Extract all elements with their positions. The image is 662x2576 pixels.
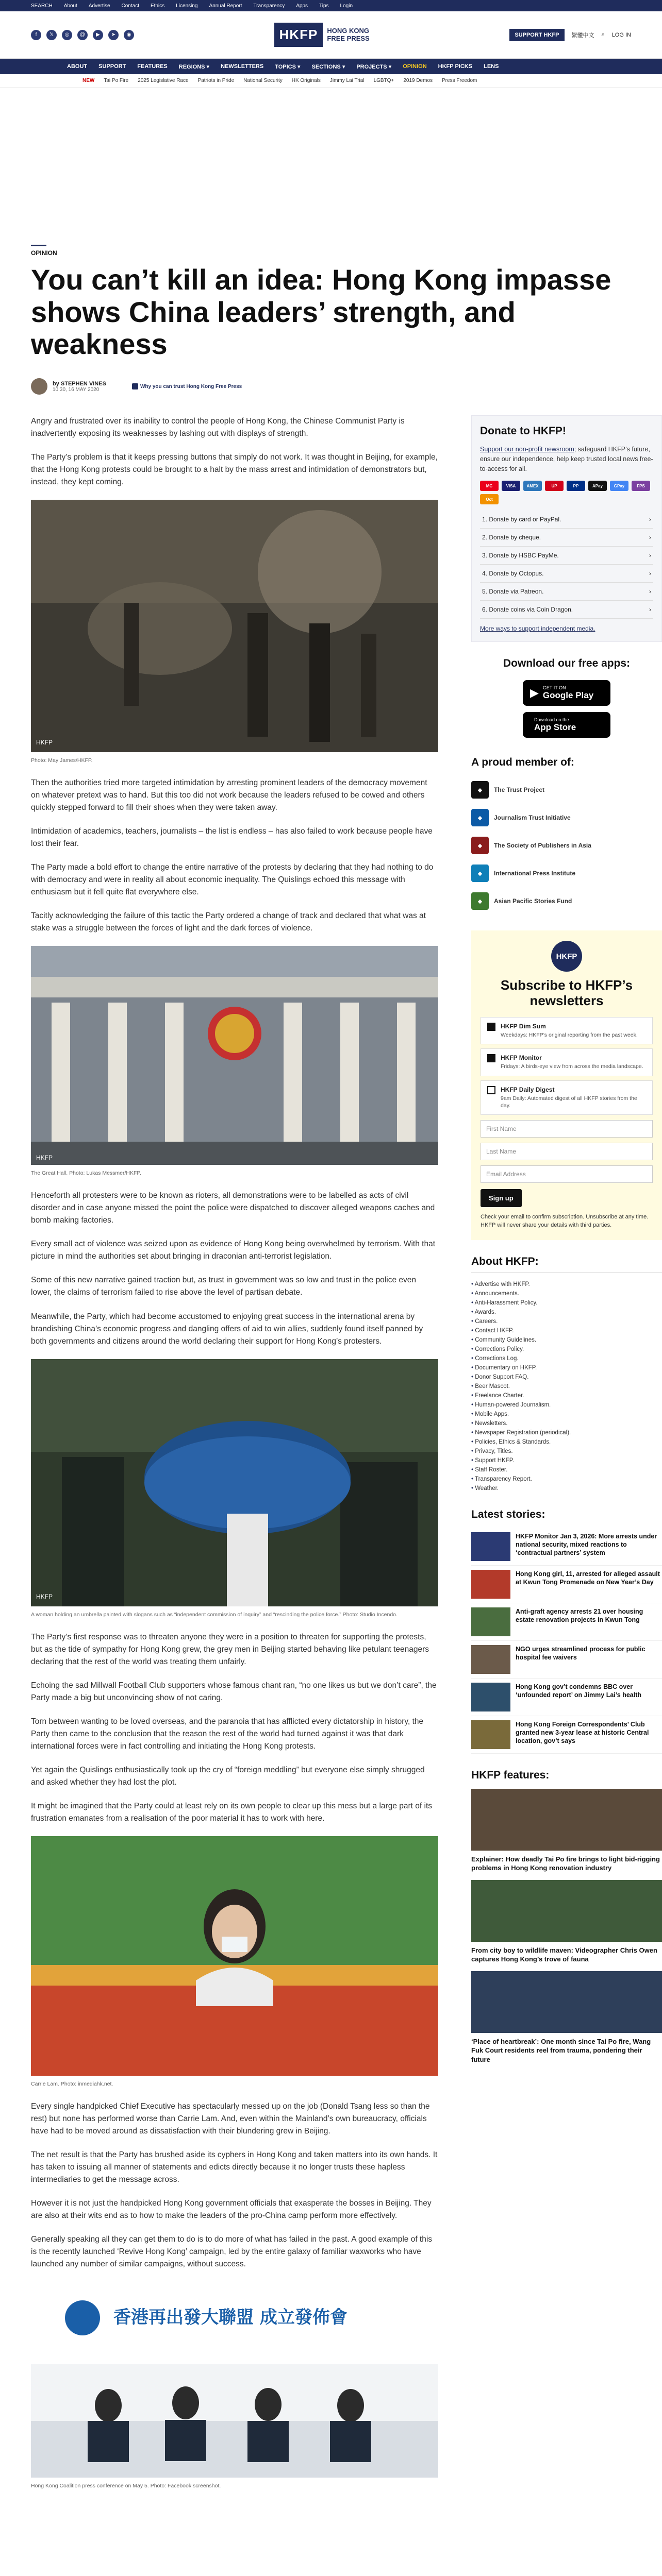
youtube-icon[interactable]: ▶ <box>93 30 103 40</box>
coalition-photo <box>31 2282 438 2478</box>
protest-photo <box>31 500 438 752</box>
donate-method[interactable] <box>480 511 653 529</box>
story-title: NGO urges streamlined process for public hospital fee waivers <box>516 1645 646 1661</box>
feature-stories <box>471 1789 662 2064</box>
story-thumbnail <box>471 1607 510 1636</box>
story-title: Anti-graft agency arrests 21 over housing estate renovation projects in Kwun Tong <box>516 1607 643 1623</box>
story-thumbnail <box>471 1720 510 1749</box>
paragraph: Angry and frustrated over its inability to control the people of Hong Kong, the Chinese Communist Party is inadvertently exposing its weaknesses by lashing out with displays of strength. <box>31 417 405 438</box>
utility-link[interactable]: Licensing <box>176 3 198 9</box>
feature-image <box>471 1971 662 2033</box>
donate-method-label: 2. Donate by cheque. <box>482 534 541 541</box>
utility-links <box>31 3 353 9</box>
chevron-right-icon: › <box>649 552 651 560</box>
paragraph: Generally speaking all they can get them to do is to do more of what has failed in the past. A good example of this is the recently launched ‘Revive Hong Kong’ campaign, led by the entire galaxy of familiar waxworks who have launched any number of similar campaigns, without success. <box>31 2234 433 2268</box>
newsletter-name: HKFP Monitor <box>501 1054 542 1062</box>
about-link[interactable]: • Contact HKFP. <box>471 1326 662 1335</box>
about-link[interactable]: • Support HKFP. <box>471 1456 662 1465</box>
chevron-right-icon: › <box>649 534 651 541</box>
member-org[interactable] <box>471 859 662 887</box>
payment-card-icon: PP <box>567 481 585 491</box>
figure-umbrella <box>31 1359 438 1618</box>
newsletter-name: HKFP Dim Sum <box>501 1023 546 1030</box>
features-title: HKFP features: <box>471 1769 550 1781</box>
utility-link[interactable]: Annual Report <box>209 3 242 9</box>
masthead-actions <box>509 29 631 41</box>
app-store-name: App Store <box>534 722 576 733</box>
donate-method[interactable] <box>480 565 653 583</box>
app-store-top: Download on the <box>534 717 569 723</box>
last-name-input[interactable]: Last Name <box>481 1143 653 1160</box>
utility-link[interactable]: SEARCH <box>31 3 53 9</box>
utility-link[interactable]: Ethics <box>150 3 165 9</box>
about-link[interactable]: • Freelance Charter. <box>471 1391 662 1400</box>
apps-title: Download our free apps: <box>503 657 631 670</box>
story-thumbnail <box>471 1532 510 1561</box>
member-org[interactable] <box>471 887 662 915</box>
story-title: HKFP Monitor Jan 3, 2026: More arrests under national security, mixed reactions to ‘contractual partners’ system <box>516 1532 657 1557</box>
paragraph: Torn between wanting to be loved overseas, and the paranoia that has afflicted every dictatorship in history, the Party then came to the conclusion that the reason the rest of the world had turned against it was that dark international forces were in fact controlling and initiating the Hong Kong protests. <box>31 1717 424 1751</box>
latest-story[interactable] <box>471 1641 662 1679</box>
banner-headline: 香港再出發大聯盟 成立發佈會 <box>113 2307 347 2328</box>
author-name-text: STEPHEN VINES <box>60 380 106 387</box>
section-tag[interactable]: OPINION <box>31 245 631 257</box>
chevron-right-icon: › <box>649 588 651 596</box>
author-avatar <box>31 378 47 395</box>
more-ways-link[interactable]: More ways to support independent media. <box>480 625 595 633</box>
feature-title: ‘Place of heartbreak’: One month since Tai Po fire, Wang Fuk Court residents reel from trauma, pondering their future <box>471 2037 651 2064</box>
photo-watermark: HKFP <box>36 1154 53 1162</box>
trending-link[interactable]: Jimmy Lai Trial <box>329 78 365 83</box>
trending-links <box>104 78 477 83</box>
trust-icon <box>132 383 138 389</box>
payment-card-icon: FPS <box>632 481 650 491</box>
newsletter-note: Check your email to confirm subscription. Unsubscribe at any time. HKFP will never share your details with third parties. <box>481 1213 649 1228</box>
author-meta <box>53 381 106 393</box>
signup-button[interactable]: Sign up <box>481 1189 522 1207</box>
about-link[interactable]: • Human-powered Journalism. <box>471 1400 662 1410</box>
app-store-button[interactable] <box>523 712 610 738</box>
member-org-name: The Society of Publishers in Asia <box>494 842 591 850</box>
logo-text <box>327 27 369 43</box>
about-link[interactable]: • Donor Support FAQ. <box>471 1372 662 1382</box>
paragraph: Every small act of violence was seized upon as evidence of Hong Kong being overwhelmed by terrorism. With that picture in mind the authorities set about bringing in draconian anti-terrorist legislation. <box>31 1240 435 1261</box>
utility-link[interactable]: Transparency <box>253 3 285 9</box>
article-title: You can’t kill an idea: Hong Kong impasse shows China leaders’ strength, and weakness <box>31 263 611 361</box>
logo-line-2: FREE PRESS <box>327 34 370 42</box>
figure-protest <box>31 500 438 764</box>
google-play-top: GET IT ON <box>542 685 566 691</box>
latest-story[interactable] <box>471 1528 662 1566</box>
paragraph: Tacitly acknowledging the failure of this tactic the Party ordered a change of track and declared that what was at stake was a struggle between the forces of light and the dark forces of violence. <box>31 911 426 933</box>
about-link[interactable]: • Anti-Harassment Policy. <box>471 1298 662 1308</box>
figure-caption: A woman holding an umbrella painted with slogans such as “independent commission of inquiry” and “rescinding the police force.” Photo: Studio Incendo. <box>31 1611 398 1618</box>
newsletter-checkbox[interactable] <box>487 1023 495 1031</box>
trust-link[interactable] <box>132 383 242 389</box>
logo-box: HKFP <box>274 23 323 47</box>
feature-story[interactable] <box>471 1789 662 1873</box>
about-title: About HKFP: <box>471 1256 662 1273</box>
feature-image <box>471 1880 662 1942</box>
photo-watermark: HKFP <box>36 1592 53 1600</box>
newsletter-option-text <box>501 1086 646 1109</box>
member-org-name: International Press Institute <box>494 870 576 877</box>
nav-item[interactable]: FEATURES <box>137 63 168 70</box>
paragraph: Echoing the sad Millwall Football Club supporters whose famous chant ran, “no one likes us but we don’t care”, the Party made a big but unconvincing show of not caring. <box>31 1681 437 1702</box>
trending-link[interactable]: National Security <box>243 78 283 83</box>
paragraph: Every single handpicked Chief Executive has spectacularly messed up on the job (Donald Tsang less so than the rest) but none has performed worse than Carrie Lam. And, even within the Mainland’s own bureaucracy, officials have had to be moved around as dissatisfaction with their blundering grew in Beijing. <box>31 2102 430 2136</box>
trending-link[interactable]: Patriots in Pride <box>197 78 235 83</box>
newsletter-option-text <box>501 1023 638 1039</box>
google-play-text <box>543 685 593 701</box>
paragraph: Then the authorities tried more targeted intimidation by arresting prominent leaders of the democracy movement on whatever pretext was to hand. But this too did not work because the leaders refused to be cowed and others quickly stepped forward to fill their shoes when they were taken away. <box>31 778 427 812</box>
payment-card-icon: MC <box>480 481 499 491</box>
paragraph: It might be imagined that the Party could at least rely on its own people to clear up this mess but a large part of its frustration emanates from a realisation of the poor material it has to work with here. <box>31 1801 432 1823</box>
newsletter-checkbox[interactable] <box>487 1086 495 1094</box>
payment-card-icon: APay <box>588 481 607 491</box>
article-body <box>31 415 438 2502</box>
trending-link[interactable]: 2019 Demos <box>403 78 433 83</box>
about-link[interactable]: • Corrections Log. <box>471 1354 662 1363</box>
donate-text <box>480 445 653 473</box>
member-widget <box>471 756 662 915</box>
member-org-logo-icon: ◆ <box>471 809 489 826</box>
figure-great-hall <box>31 946 438 1176</box>
donate-method[interactable] <box>480 547 653 565</box>
about-link[interactable]: • Announcements. <box>471 1289 662 1298</box>
nav-item[interactable]: HKFP PICKS <box>438 63 473 70</box>
login-link[interactable]: LOG IN <box>611 31 631 38</box>
donate-text-rest: ; safeguard HKFP’s future, ensure our independence, help keep trusted local news free-to-access for all. <box>480 446 653 472</box>
about-widget <box>471 1256 662 1493</box>
google-play-name: Google Play <box>542 690 594 701</box>
figure-carrie-lam <box>31 1836 438 2087</box>
member-org-logo-icon: ◆ <box>471 781 489 799</box>
newsletter-widget <box>471 930 662 1240</box>
latest-widget <box>471 1509 662 1754</box>
chevron-right-icon: › <box>649 606 651 614</box>
about-link[interactable]: • Newspaper Registration (periodical). <box>471 1428 662 1437</box>
about-link[interactable]: • Transparency Report. <box>471 1475 662 1484</box>
paragraph: Yet again the Quislings enthusiastically took up the cry of “foreign meddling” but everyone else simply shrugged and asked whether they had lost the plot. <box>31 1765 425 1787</box>
figure-caption: The Great Hall. Photo: Lukas Messmer/HKFP. <box>31 1170 141 1177</box>
paragraph: The Party’s first response was to threaten anyone they were in a position to threaten for supporting the protests, but as the tide of sympathy for Hong Kong grew, the grey men in Beijing started behaving like petulant teenagers declaring that the rest of the world was treating them unfairly. <box>31 1632 429 1666</box>
story-thumbnail <box>471 1645 510 1674</box>
member-org-name: Journalism Trust Initiative <box>494 814 571 822</box>
member-org[interactable] <box>471 832 662 859</box>
features-widget <box>471 1769 662 2064</box>
nav-item[interactable]: SECTIONS ▾ <box>311 63 345 70</box>
about-link[interactable]: • Careers. <box>471 1317 662 1326</box>
utility-link[interactable]: Tips <box>319 3 329 9</box>
trending-link[interactable]: LGBTQ+ <box>373 78 394 83</box>
latest-story[interactable] <box>471 1679 662 1716</box>
about-link[interactable]: • Weather. <box>471 1484 662 1493</box>
newsletter-desc: Weekdays: HKFP’s original reporting from the past week. <box>501 1032 638 1039</box>
newsletter-name: HKFP Daily Digest <box>501 1086 555 1093</box>
email-input[interactable]: Email Address <box>481 1165 653 1183</box>
trending-new-label: NEW <box>82 78 95 83</box>
paragraph: The Party’s problem is that it keeps pressing buttons that simply do not work. It was thought in Beijing, for example, that the Hong Kong protests could be brought to a halt by the mass arrest and intimidation of demonstrators but, instead, they kept coming. <box>31 453 438 487</box>
donate-widget <box>471 415 662 642</box>
member-org-name: Asian Pacific Stories Fund <box>494 897 572 905</box>
latest-story[interactable] <box>471 1603 662 1641</box>
support-hkfp-button[interactable]: SUPPORT HKFP <box>509 29 564 41</box>
by-label: by <box>53 380 61 387</box>
utility-link[interactable]: Login <box>340 3 353 9</box>
about-link[interactable]: • Staff Roster. <box>471 1465 662 1475</box>
telegram-icon[interactable]: ➤ <box>108 30 119 40</box>
newsletter-desc: 9am Daily: Automated digest of all HKFP stories from the day. <box>501 1095 637 1109</box>
newsletter-option-text <box>501 1054 643 1070</box>
apps-widget <box>471 657 662 741</box>
member-org-logo-icon: ◆ <box>471 865 489 882</box>
social-links <box>31 30 134 40</box>
newsletter-options <box>481 1017 653 1115</box>
instagram-icon[interactable]: ◎ <box>62 30 72 40</box>
about-link[interactable]: • Advertise with HKFP. <box>471 1280 662 1289</box>
donate-method-label: 5. Donate via Patreon. <box>482 588 544 596</box>
payment-card-icon: Oct <box>480 494 499 504</box>
feature-title: Explainer: How deadly Tai Po fire brings to light bid-rigging problems in Hong Kong renovation industry <box>471 1855 660 1872</box>
figure-caption: Hong Kong Coalition press conference on May 5. Photo: Facebook screenshot. <box>31 2482 221 2489</box>
app-store-text <box>534 717 576 733</box>
nav-item[interactable]: REGIONS ▾ <box>178 63 210 70</box>
trending-link[interactable]: Press Freedom <box>442 78 477 83</box>
about-link[interactable]: • Corrections Policy. <box>471 1345 662 1354</box>
story-title: Hong Kong Foreign Correspondents’ Club granted new 3-year lease at historic Central location, gov’t says <box>516 1720 649 1745</box>
donate-method-label: 4. Donate by Octopus. <box>482 570 544 578</box>
carrie-lam-photo <box>31 1836 438 2076</box>
member-org-name: The Trust Project <box>494 786 545 794</box>
trending-nav <box>0 74 662 88</box>
feature-story[interactable] <box>471 1880 662 1964</box>
donate-method-label: 1. Donate by card or PayPal. <box>482 516 561 523</box>
payment-card-icon: VISA <box>502 481 520 491</box>
paragraph: Some of this new narrative gained traction but, as trust in government was so low and trust in the police even lower, the claims of terrorism failed to rise above the level of partisan debate. <box>31 1276 416 1297</box>
donate-method[interactable] <box>480 601 653 619</box>
newsletter-option[interactable] <box>481 1080 653 1115</box>
member-org-logo-icon: ◆ <box>471 892 489 910</box>
payment-card-icon: AMEX <box>523 481 542 491</box>
paragraph: However it is not just the handpicked Hong Kong government officials that exasperate the bosses in Beijing. They are also at their wits end as to how to make the leaders of the pro-China camp perform more effectively. <box>31 2198 432 2220</box>
newsletter-checkbox[interactable] <box>487 1054 495 1062</box>
nav-item[interactable]: NEWSLETTERS <box>221 63 264 70</box>
trending-link[interactable]: Tai Po Fire <box>104 78 129 83</box>
story-thumbnail <box>471 1683 510 1711</box>
newsletter-option[interactable] <box>481 1017 653 1044</box>
content-columns <box>31 415 660 2502</box>
article-page <box>0 245 662 2502</box>
paragraph: The Party made a bold effort to change the entire narrative of the protests by declaring that they had nothing to do with democracy and were in reality all about economic inequality. The Quislings echoed this message with enthusiasm but it fell quite flat everywhere else. <box>31 863 434 897</box>
about-link[interactable]: • Community Guidelines. <box>471 1335 662 1345</box>
paragraph: Intimidation of academics, teachers, journalists – the list is endless – has also failed to work because people have lost their fear. <box>31 827 433 849</box>
nav-item[interactable]: ABOUT <box>67 63 88 70</box>
story-title: Hong Kong gov’t condemns BBC over ‘unfounded report’ on Jimmy Lai’s health <box>516 1683 642 1699</box>
about-link[interactable]: • Mobile Apps. <box>471 1410 662 1419</box>
chevron-right-icon: › <box>649 570 651 578</box>
site-logo[interactable] <box>274 23 370 47</box>
utility-link[interactable]: Apps <box>296 3 308 9</box>
latest-story[interactable] <box>471 1566 662 1603</box>
nav-item[interactable]: OPINION <box>403 63 427 70</box>
story-thumbnail <box>471 1570 510 1599</box>
story-title: Hong Kong girl, 11, arrested for alleged assault at Kwun Tong Promenade on New Year’s Day <box>516 1570 660 1586</box>
figure-caption: Carrie Lam. Photo: inmediahk.net. <box>31 2080 113 2087</box>
trust-label: Why you can trust Hong Kong Free Press <box>140 383 242 389</box>
feature-story[interactable] <box>471 1971 662 2064</box>
feature-image <box>471 1789 662 1851</box>
nav-item[interactable]: LENS <box>484 63 499 70</box>
latest-title: Latest stories: <box>471 1508 545 1520</box>
member-org-logo-icon: ◆ <box>471 837 489 854</box>
about-link[interactable]: • Beer Mascot. <box>471 1382 662 1391</box>
google-play-icon: ▶ <box>530 686 539 700</box>
donate-method-label: 6. Donate coins via Coin Dragon. <box>482 606 573 614</box>
nav-item[interactable]: PROJECTS ▾ <box>356 63 392 70</box>
trending-link[interactable]: HK Originals <box>291 78 321 83</box>
about-link[interactable]: • Privacy, Titles. <box>471 1447 662 1456</box>
language-switch[interactable]: 繁體中文 <box>571 32 594 39</box>
donate-methods <box>480 511 653 619</box>
masthead <box>0 11 662 59</box>
figure-coalition <box>31 2282 438 2489</box>
donate-method[interactable] <box>480 583 653 601</box>
latest-story[interactable] <box>471 1716 662 1754</box>
signup-row <box>481 1183 653 1207</box>
latest-stories <box>471 1528 662 1754</box>
about-links <box>471 1280 662 1493</box>
great-hall-photo <box>31 946 438 1165</box>
google-play-button[interactable] <box>523 680 610 706</box>
nav-item[interactable]: TOPICS ▾ <box>275 63 301 70</box>
umbrella-photo <box>31 1359 438 1606</box>
donate-method-label: 3. Donate by HSBC PayMe. <box>482 552 559 560</box>
member-title: A proud member of: <box>471 756 574 769</box>
member-orgs <box>471 776 662 915</box>
member-org[interactable] <box>471 804 662 832</box>
threads-icon[interactable]: @ <box>77 30 88 40</box>
newsletter-option[interactable] <box>481 1048 653 1076</box>
main-nav <box>0 59 662 74</box>
payment-methods <box>480 481 653 504</box>
x-icon[interactable]: 𝕏 <box>46 30 57 40</box>
paragraph: The net result is that the Party has brushed aside its cyphers in Hong Kong and taken matters into its own hands. It has taken to issuing all manner of statements and edicts directly because it no longer trusts these hapless intermediaries to get the message across. <box>31 2150 438 2184</box>
about-link[interactable]: • Awards. <box>471 1308 662 1317</box>
paragraph: Meanwhile, the Party, which had become accustomed to enjoying great success in the international arena by brandishing China’s economic progress and dangling offers of aid to win allies, suddenly found itself panned by both governments and citizens around the world declaring their support for Hong Kong’s protesters. <box>31 1312 423 1346</box>
figure-caption: Photo: May James/HKFP. <box>31 757 93 764</box>
author-name[interactable] <box>53 381 106 387</box>
about-link[interactable]: • Documentary on HKFP. <box>471 1363 662 1372</box>
publish-date: 10:30, 16 MAY 2020 <box>53 386 100 393</box>
byline <box>31 378 631 395</box>
donate-text-link[interactable]: Support our non-profit newsroom <box>480 446 574 453</box>
member-org[interactable] <box>471 776 662 804</box>
donate-method[interactable] <box>480 529 653 547</box>
newsletter-logo: HKFP <box>551 941 582 972</box>
payment-card-icon: GPay <box>610 481 628 491</box>
search-icon[interactable]: ⌕ <box>601 31 605 38</box>
paragraph: Henceforth all protesters were to be known as rioters, all demonstrations were to be labelled as acts of civil disorder and in case anyone missed the point the police were dispatched to discover alleged weapons caches and bomb making factories. <box>31 1191 435 1225</box>
first-name-input[interactable]: First Name <box>481 1120 653 1138</box>
utility-link[interactable]: About <box>63 3 77 9</box>
about-link[interactable]: • Policies, Ethics & Standards. <box>471 1437 662 1447</box>
chevron-right-icon: › <box>649 516 651 523</box>
newsletter-desc: Fridays: A birds-eye view from across the media landscape. <box>501 1063 643 1070</box>
feature-title: From city boy to wildlife maven: Videographer Chris Owen captures Hong Kong’s trove of fauna <box>471 1946 657 1963</box>
newsletter-title: Subscribe to HKFP’s newsletters <box>500 977 633 1009</box>
donate-title: Donate to HKFP! <box>480 425 566 437</box>
utility-link[interactable]: Contact <box>121 3 139 9</box>
rss-icon[interactable]: ◉ <box>124 30 134 40</box>
nav-item[interactable]: SUPPORT <box>98 63 126 70</box>
photo-watermark: HKFP <box>36 739 53 747</box>
utility-bar <box>0 0 662 11</box>
logo-line-1: HONG KONG <box>327 26 369 35</box>
about-link[interactable]: • Newsletters. <box>471 1419 662 1428</box>
trending-link[interactable]: 2025 Legislative Race <box>138 78 189 83</box>
payment-card-icon: UP <box>545 481 564 491</box>
facebook-icon[interactable]: f <box>31 30 41 40</box>
utility-link[interactable]: Advertise <box>88 3 110 9</box>
sidebar <box>471 415 662 2502</box>
